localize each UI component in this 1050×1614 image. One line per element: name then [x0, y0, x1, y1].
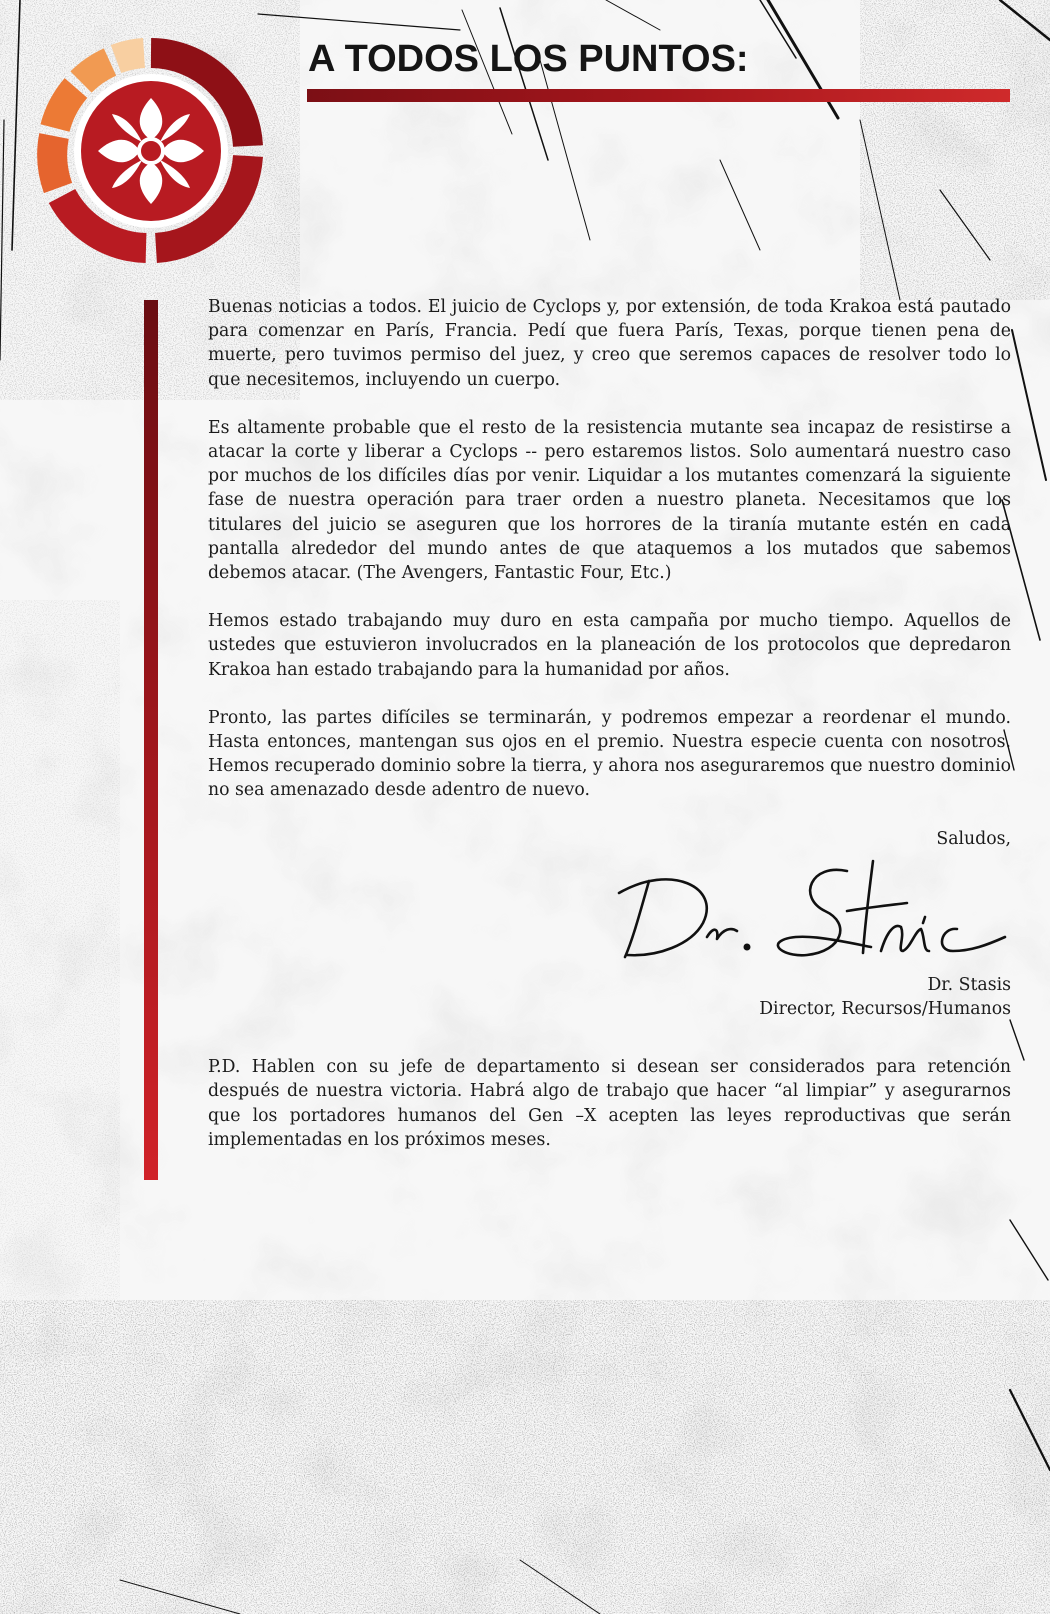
letter-paragraph: Buenas noticias a todos. El juicio de Cyclops y, por extensión, de toda Krakoa está pautado para comenzar en París, Francia. Pedí que fuera París, Texas, porque tienen pena de muerte, pero tuvimos permiso del juez, y creo que seremos capaces de resolver todo lo que necesitemos, incluyendo un cuerpo.: [208, 297, 1011, 390]
letter-paragraph: Hemos estado trabajando muy duro en esta campaña por mucho tiempo. Aquellos de ustedes que estuvieron involucrados en la planeación de los protocolos que depredaron Krakoa han estado trabajando para la humanidad por años.: [208, 611, 1011, 680]
logo-emblem: [36, 36, 266, 266]
postscript: P.D. Hablen con su jefe de departamento si desean ser considerados para retención después de nuestra victoria. Habrá algo de trabajo que hacer “al limpiar” y asegurarnos que los portadores humanos del Gen –X acepten las leyes reproductivas que serán implementadas en los próximos meses.: [208, 1057, 1011, 1150]
letter-paragraph: Es altamente probable que el resto de la resistencia mutante sea incapaz de resistirse a atacar la corte y liberar a Cyclops -- pero estaremos listos. Solo aumentará nuestro caso por muchos de los difíciles días por venir. Liquidar a los mutantes comenzará la siguiente fase de nuestra operación para traer orden a nuestro planeta. Necesitamos que los titulares del juicio se aseguren que los horrores de la tiranía mutante estén en cada pantalla alrededor del mundo antes de que ataquemos a los mutados que sabemos debemos atacar. (The Avengers, Fantastic Four, Etc.): [208, 417, 1011, 584]
letter-closing: Saludos,: [936, 828, 1011, 849]
letter-paragraph: Pronto, las partes difíciles se terminarán, y podremos empezar a reordenar el mundo. Hasta entonces, mantengan sus ojos en el premio. Nuestra especie cuenta con nosotros. Hemos recuperado dominio sobre la tierra, y ahora nos aseguraremos que nuestro dominio no sea amenazado desde adentro de nuevo.: [208, 707, 1011, 801]
title-underline-bar: [307, 89, 1010, 102]
signer-title: Director, Recursos/Humanos: [759, 999, 1011, 1020]
handwritten-signature-icon: [611, 857, 1011, 969]
side-accent-bar: [144, 300, 158, 1180]
signer-name: Dr. Stasis: [927, 974, 1011, 995]
page-title: A TODOS LOS PUNTOS:: [308, 38, 749, 80]
letter-body: [208, 295, 1011, 1176]
